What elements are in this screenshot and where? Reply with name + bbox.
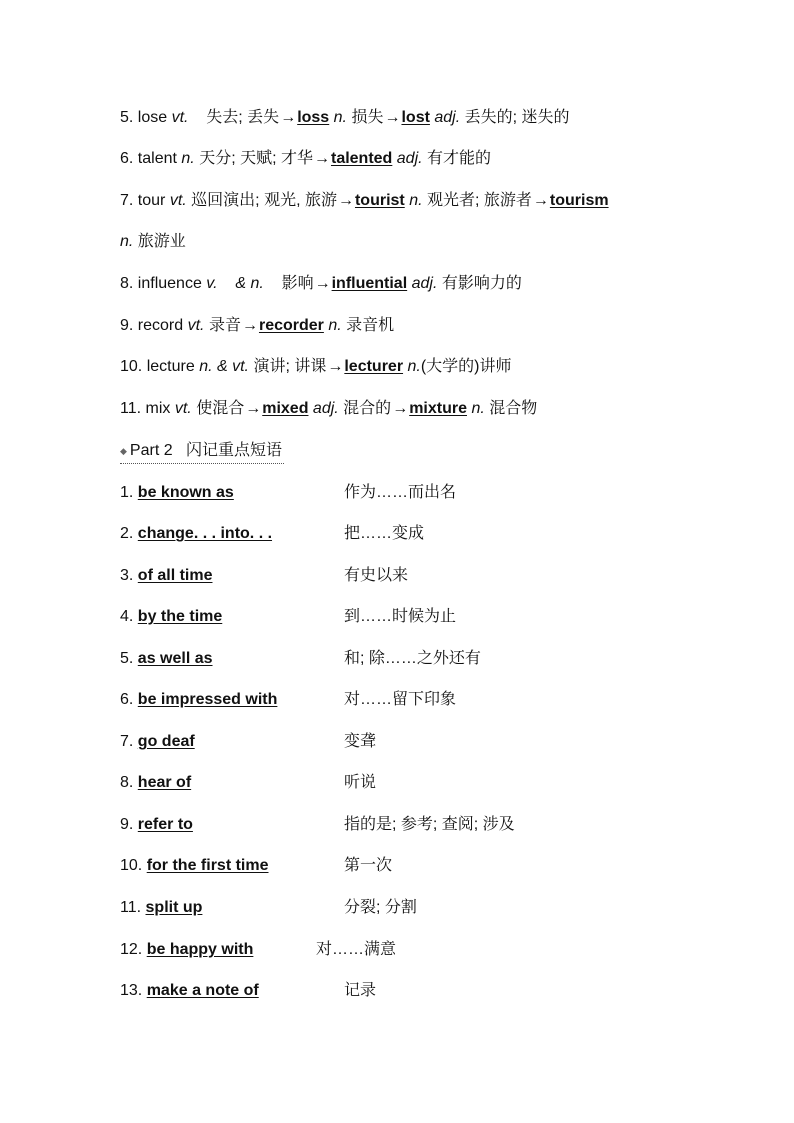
answer-word: recorder: [258, 317, 324, 334]
vocab-line-6: [120, 147, 491, 171]
phrase-row: [120, 771, 377, 795]
answer-meaning: (大学的)讲师: [420, 358, 512, 375]
answer-meaning: 混合的: [343, 400, 392, 417]
vocab-word: mix: [145, 400, 171, 417]
phrase-row: [120, 564, 409, 588]
section-title: Part 2: [129, 442, 173, 460]
phrase-chinese: 变聋: [344, 733, 377, 750]
vocab-word: influence: [137, 275, 202, 292]
phrase-chinese: 对……满意: [316, 941, 397, 958]
phrase-english: be known as: [137, 484, 234, 501]
vocab-meaning: 旅游业: [137, 233, 186, 250]
vocab-pos: n.: [120, 233, 134, 250]
answer-pos: adj.: [312, 400, 339, 417]
arrow-icon: →: [532, 192, 549, 209]
arrow-icon: →: [337, 192, 354, 209]
answer-meaning: 混合物: [489, 400, 538, 417]
vocab-word: record: [137, 317, 184, 334]
vocab-line-10: [120, 355, 512, 379]
phrase-row: [120, 481, 457, 505]
phrase-english: refer to: [137, 816, 193, 833]
answer-word: tourist: [354, 192, 405, 209]
answer-pos: adj.: [396, 150, 423, 167]
answer-pos: n.: [409, 192, 423, 209]
phrase-english: make a note of: [146, 982, 259, 999]
answer-pos: n.: [328, 317, 342, 334]
vocab-word: tour: [137, 192, 166, 209]
phrase-row: [120, 896, 417, 920]
vocab-meaning: 天分; 天赋; 才华: [199, 150, 313, 167]
vocab-pos: n. & vt.: [199, 358, 249, 375]
vocab-number: 8.: [120, 275, 134, 292]
vocab-pos: vt.: [174, 400, 192, 417]
answer-pos: n.: [471, 400, 485, 417]
arrow-icon: →: [313, 150, 330, 167]
answer-word: mixture: [409, 400, 467, 417]
phrase-number: 11.: [120, 899, 142, 916]
vocab-pos: vt.: [169, 192, 187, 209]
arrow-icon: →: [314, 275, 331, 292]
vocab-pos: vt.: [171, 109, 189, 126]
phrase-row: [120, 688, 457, 712]
phrase-row: [120, 813, 515, 837]
phrase-number: 12.: [120, 941, 143, 958]
answer-pos: adj.: [411, 275, 438, 292]
vocab-word: talent: [137, 150, 177, 167]
answer-meaning: 有才能的: [427, 150, 492, 167]
phrase-number: 9.: [120, 816, 134, 833]
answer-pos: n.: [407, 358, 421, 375]
vocab-number: 11.: [120, 400, 142, 417]
phrase-chinese: 听说: [344, 774, 377, 791]
answer-word: mixed: [262, 400, 309, 417]
answer-meaning: 损失: [351, 109, 384, 126]
phrase-number: 7.: [120, 733, 134, 750]
arrow-icon: →: [327, 358, 344, 375]
vocab-line-11: [120, 397, 537, 421]
answer-pos: adj.: [434, 109, 461, 126]
arrow-icon: →: [392, 400, 409, 417]
answer-pos: n.: [333, 109, 347, 126]
phrase-chinese: 和; 除……之外还有: [344, 650, 481, 667]
answer-word: tourism: [549, 192, 609, 209]
vocab-pos: v. & n.: [206, 275, 264, 292]
phrase-number: 5.: [120, 650, 134, 667]
diamond-bullet-icon: ◆: [120, 446, 127, 456]
vocab-meaning: 影响: [281, 275, 314, 292]
vocab-line-7-continued: [120, 230, 186, 254]
phrase-number: 6.: [120, 691, 134, 708]
vocab-line-9: [120, 314, 394, 338]
answer-meaning: 观光者; 旅游者: [427, 192, 532, 209]
phrase-row: [120, 647, 481, 671]
phrase-chinese: 对……留下印象: [344, 691, 457, 708]
vocab-pos: n.: [181, 150, 195, 167]
phrase-chinese: 指的是; 参考; 查阅; 涉及: [344, 816, 515, 833]
vocab-line-8: [120, 272, 522, 296]
vocab-number: 5.: [120, 109, 134, 126]
phrase-chinese: 有史以来: [344, 567, 409, 584]
vocab-meaning: 录音: [208, 317, 241, 334]
vocab-meaning: 演讲; 讲课: [253, 358, 327, 375]
phrase-chinese: 第一次: [344, 857, 393, 874]
section-subtitle: 闪记重点短语: [185, 442, 282, 460]
phrase-number: 4.: [120, 608, 134, 625]
phrase-number: 3.: [120, 567, 134, 584]
phrase-english: be happy with: [146, 941, 254, 958]
vocab-pos: vt.: [187, 317, 205, 334]
phrase-english: split up: [145, 899, 203, 916]
phrase-chinese: 把……变成: [344, 525, 425, 542]
vocab-meaning: 使混合: [196, 400, 245, 417]
phrase-row: [120, 938, 397, 962]
phrase-english: for the first time: [146, 857, 269, 874]
phrase-english: by the time: [137, 608, 223, 625]
phrase-row: [120, 605, 457, 629]
answer-meaning: 有影响力的: [441, 275, 522, 292]
phrase-row: [120, 730, 377, 754]
answer-word: influential: [331, 275, 408, 292]
vocab-meaning: 巡回演出; 观光, 旅游: [191, 192, 337, 209]
section-heading: [120, 439, 284, 464]
phrase-row: [120, 979, 377, 1003]
answer-meaning: 录音机: [346, 317, 395, 334]
answer-meaning: 丢失的; 迷失的: [464, 109, 570, 126]
phrase-row: [120, 522, 425, 546]
phrase-chinese: 作为……而出名: [344, 484, 457, 501]
phrase-english: as well as: [137, 650, 213, 667]
vocab-number: 10.: [120, 358, 143, 375]
vocab-line-7: [120, 189, 609, 213]
answer-word: loss: [297, 109, 330, 126]
vocab-word: lose: [137, 109, 168, 126]
arrow-icon: →: [245, 400, 262, 417]
phrase-number: 1.: [120, 484, 134, 501]
phrase-english: of all time: [137, 567, 213, 584]
vocab-word: lecture: [146, 358, 195, 375]
answer-word: talented: [330, 150, 393, 167]
phrase-chinese: 记录: [344, 982, 377, 999]
arrow-icon: →: [384, 109, 401, 126]
phrase-number: 13.: [120, 982, 143, 999]
answer-word: lecturer: [344, 358, 404, 375]
vocab-meaning: 失去; 丢失: [206, 109, 280, 126]
phrase-row: [120, 854, 393, 878]
vocab-number: 9.: [120, 317, 134, 334]
arrow-icon: →: [241, 317, 258, 334]
phrase-chinese: 分裂; 分割: [344, 899, 417, 916]
phrase-number: 2.: [120, 525, 134, 542]
phrase-number: 10.: [120, 857, 143, 874]
vocab-number: 6.: [120, 150, 134, 167]
answer-word: lost: [401, 109, 430, 126]
phrase-english: change. . . into. . .: [137, 525, 273, 542]
vocab-line-5: [120, 106, 570, 130]
phrase-english: be impressed with: [137, 691, 278, 708]
arrow-icon: →: [280, 109, 297, 126]
phrase-chinese: 到……时候为止: [344, 608, 457, 625]
phrase-english: hear of: [137, 774, 192, 791]
phrase-number: 8.: [120, 774, 134, 791]
vocab-number: 7.: [120, 192, 134, 209]
phrase-english: go deaf: [137, 733, 195, 750]
